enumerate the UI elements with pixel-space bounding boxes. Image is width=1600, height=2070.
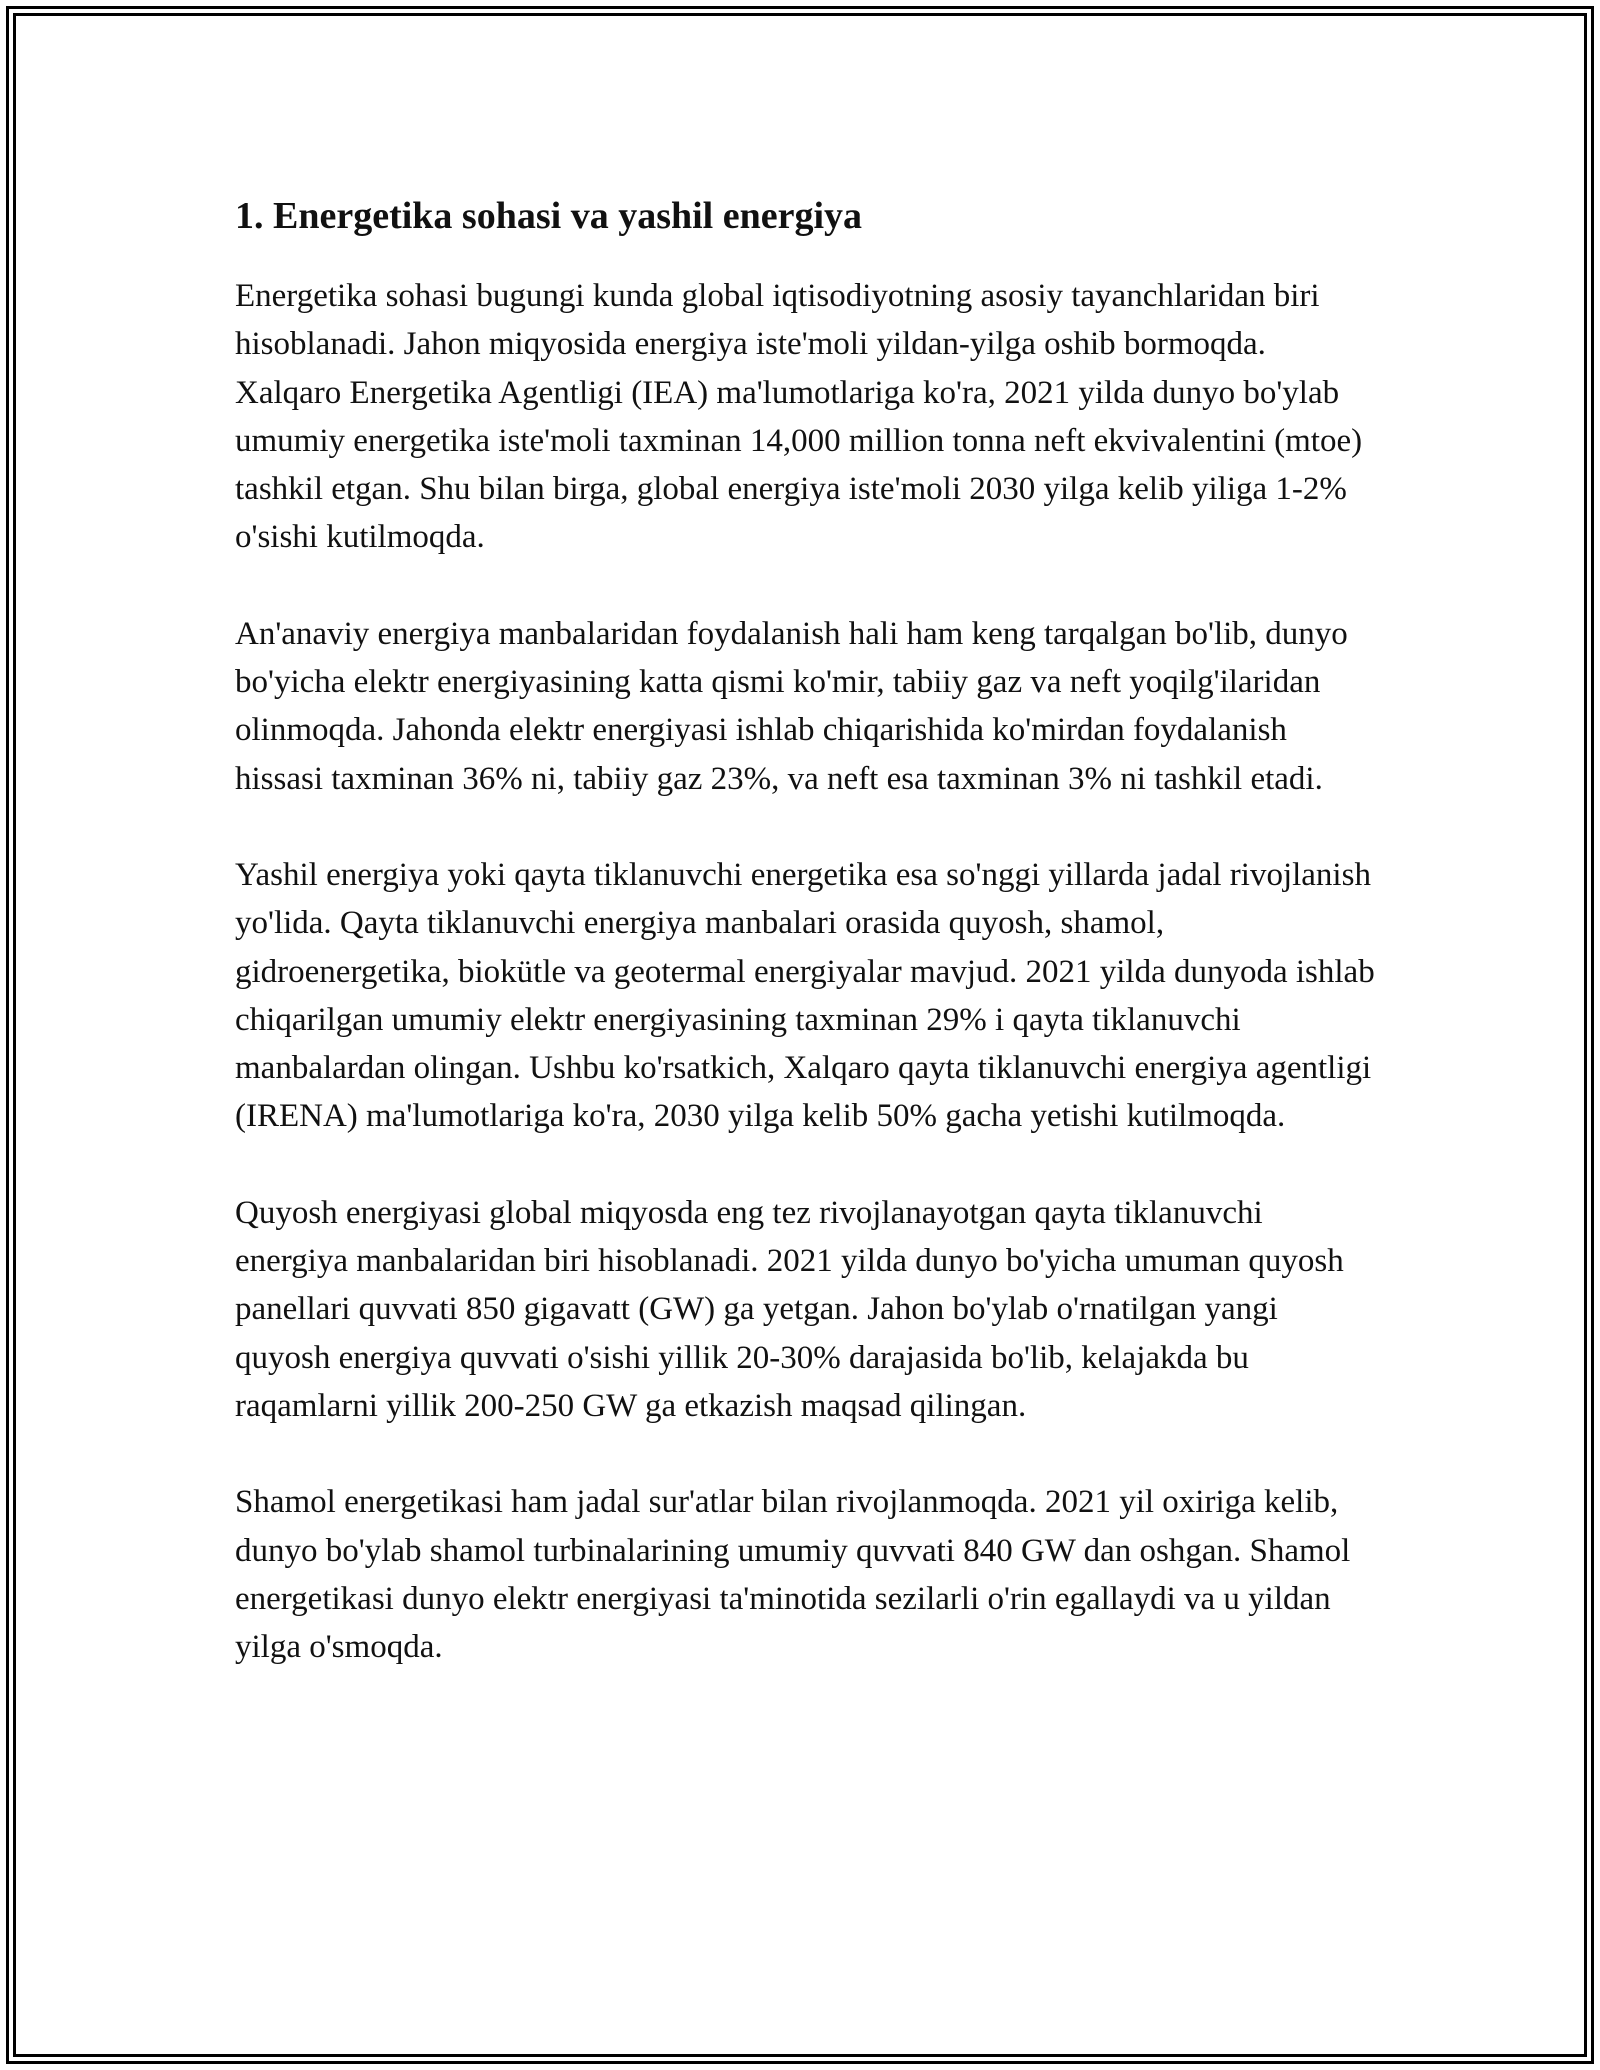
document-body xyxy=(235,186,1375,1671)
section-heading: 1. Energetika sohasi va yashil energiya xyxy=(235,195,863,237)
paragraph-energy-consumption: Energetika sohasi bugungi kunda global iqtisodiyotning asosiy tayanchlaridan biri hisoblanadi. Jahon miqyosida energiya iste'moli yildan-yilga oshib bormoqda. Xalqaro Energetika Agentligi (IEA) ma'lumotlariga ko'ra, 2021 yilda dunyo bo'ylab umumiy energetika iste'moli taxminan 14,000 million tonna neft ekvivalentini (mtoe) tashkil etgan. Shu bilan birga, global energiya iste'moli 2030 yilga kelib yiliga 1-2% o'sishi kutilmoqda. xyxy=(235,278,1363,556)
paragraph-solar-energy: Quyosh energiyasi global miqyosda eng tez rivojlanayotgan qayta tiklanuvchi energiya manbalaridan biri hisoblanadi. 2021 yilda dunyo bo'yicha umuman quyosh panellari quvvati 850 gigavatt (GW) ga yetgan. Jahon bo'ylab o'rnatilgan yangi quyosh energiya quvvati o'sishi yillik 20-30% darajasida bo'lib, kelajakda bu raqamlarni yillik 200-250 GW ga etkazish maqsad qilingan. xyxy=(235,1194,1344,1424)
paragraph-renewable-energy: Yashil energiya yoki qayta tiklanuvchi energetika esa so'nggi yillarda jadal rivojlanish yo'lida. Qayta tiklanuvchi energiya manbalari orasida quyosh, shamol, gidroenergetika, biokütle va geotermal energiyalar mavjud. 2021 yilda dunyoda ishlab chiqarilgan umumiy elektr energiyasining taxminan 29% i qayta tiklanuvchi manbalardan olingan. Ushbu ko'rsatkich, Xalqaro qayta tiklanuvchi energiya agentligi (IRENA) ma'lumotlariga ko'ra, 2030 yilga kelib 50% gacha yetishi kutilmoqda. xyxy=(235,856,1375,1135)
paragraph-wind-energy: Shamol energetikasi ham jadal sur'atlar bilan rivojlanmoqda. 2021 yil oxiriga kelib, dunyo bo'ylab shamol turbinalarining umumiy quvvati 840 GW dan oshgan. Shamol energetikasi dunyo elektr energiyasi ta'minotida sezilarli o'rin egallaydi va u yildan yilga o'smoqda. xyxy=(235,1484,1351,1666)
paragraph-traditional-energy: An'anaviy energiya manbalaridan foydalanish hali ham keng tarqalgan bo'lib, dunyo bo'yicha elektr energiyasining katta qismi ko'mir, tabiiy gaz va neft yoqilg'ilaridan olinmoqda. Jahonda elektr energiyasi ishlab chiqarishida ko'mirdan foydalanish hissasi taxminan 36% ni, tabiiy gaz 23%, va neft esa taxminan 3% ni tashkil etadi. xyxy=(235,615,1348,797)
